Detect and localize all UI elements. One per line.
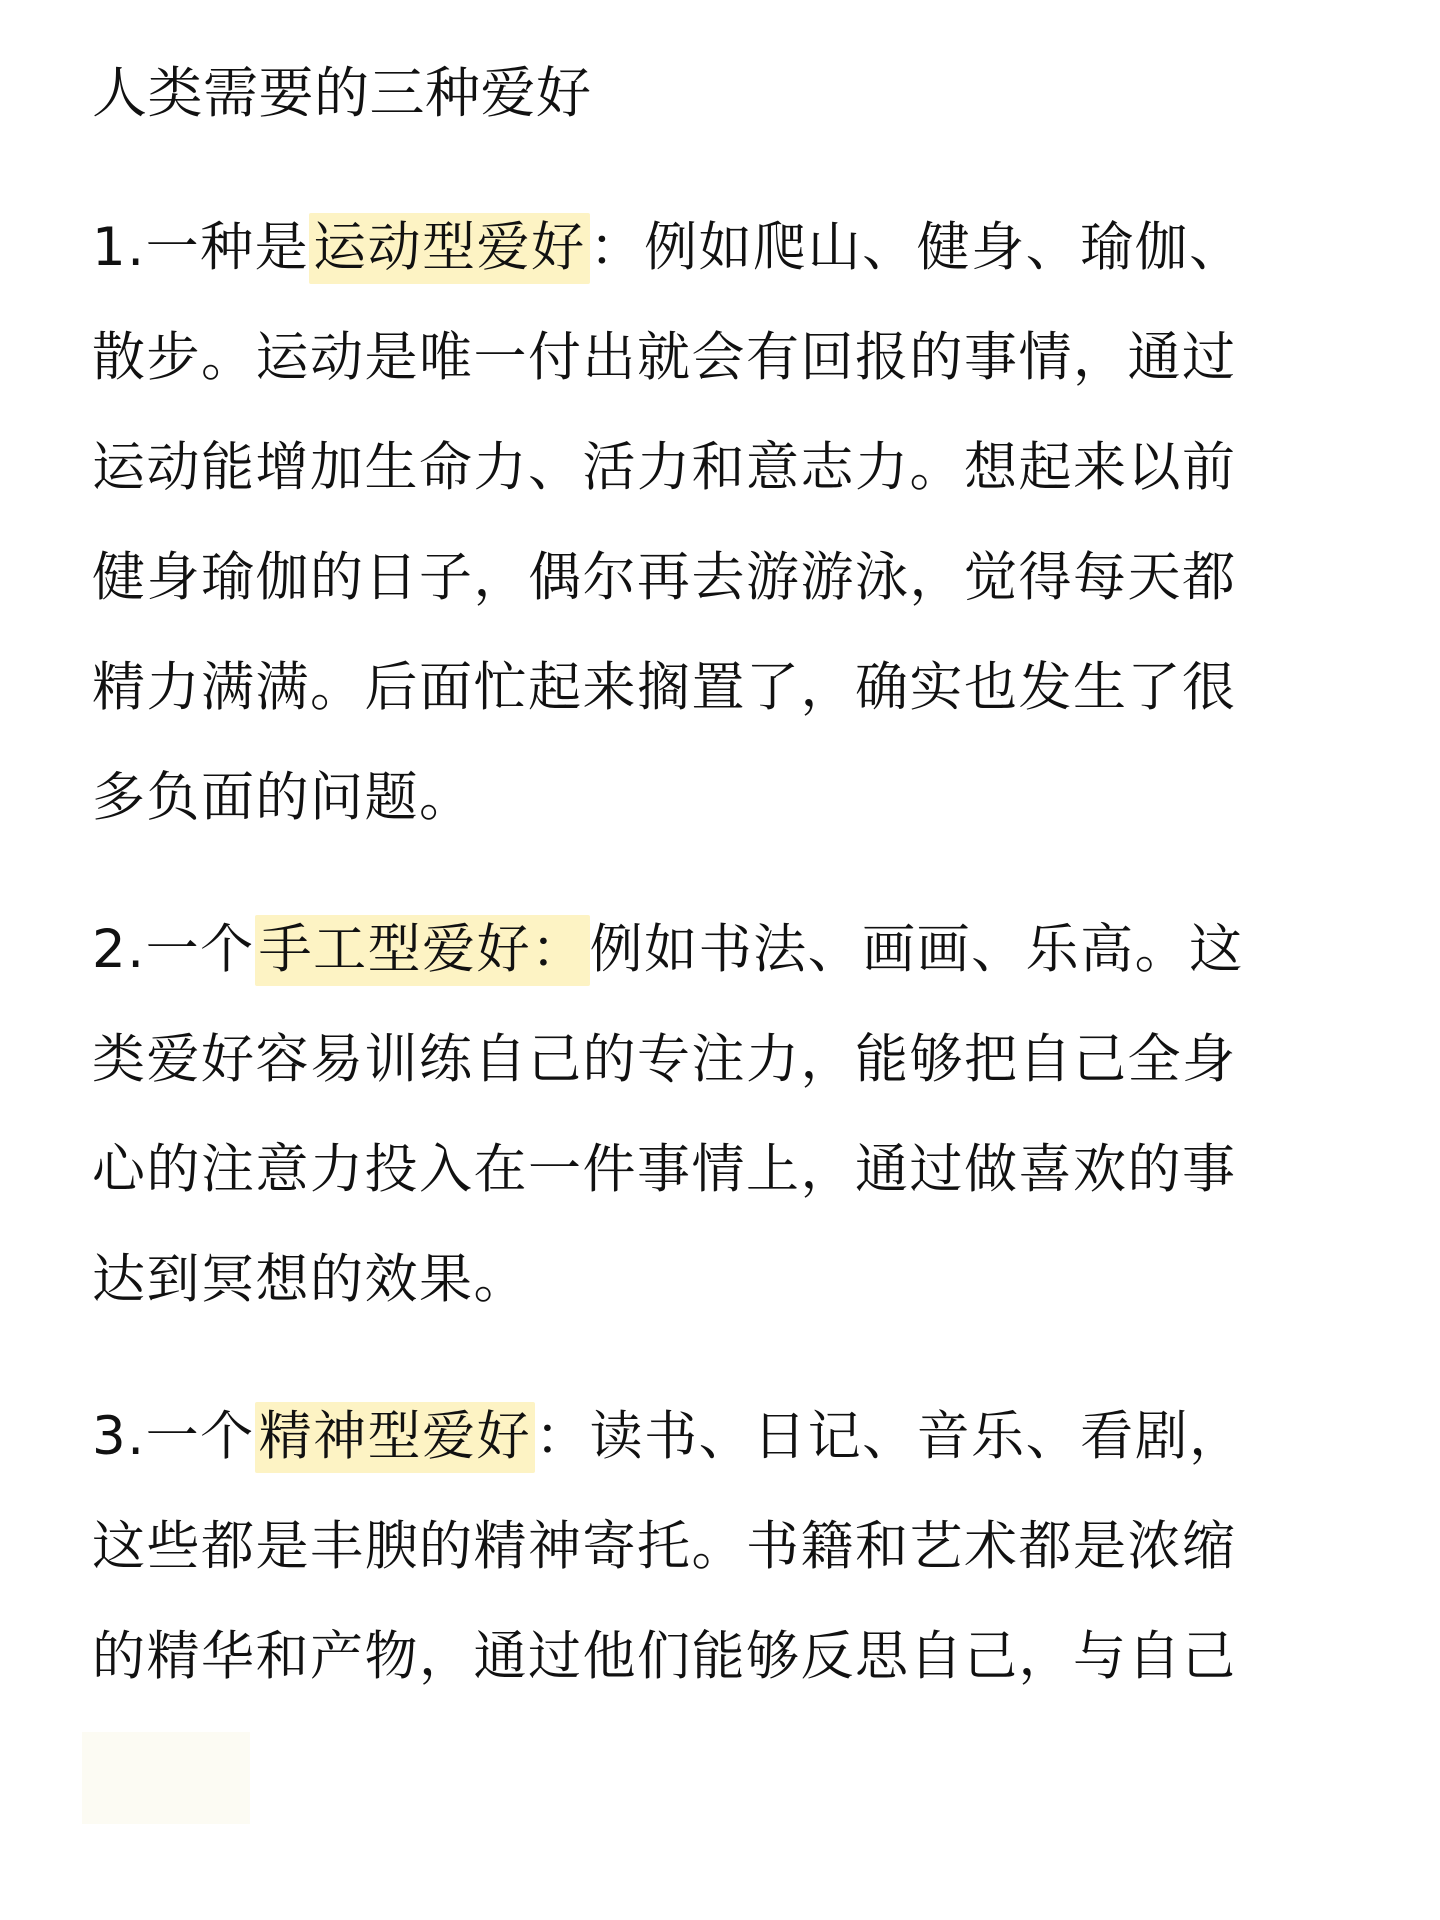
section-heading-rest: ：读书、日记、音乐、看剧，	[535, 1406, 1244, 1467]
section-number-prefix: 2.一个	[92, 919, 255, 980]
paragraph-line: 运动能增加生命力、活力和意志力。想起来以前	[92, 437, 1237, 498]
paragraph-line: 健身瑜伽的日子，偶尔再去游游泳，觉得每天都	[92, 547, 1237, 608]
paragraph-line: 散步。运动是唯一付出就会有回报的事情，通过	[92, 327, 1237, 388]
section-number-prefix: 3.一个	[92, 1406, 255, 1467]
paragraph-line: 的精华和产物，通过他们能够反思自己，与自己	[92, 1626, 1237, 1687]
section-heading-rest: 例如书法、画画、乐高。这	[589, 919, 1244, 980]
paragraph-line: 类爱好容易训练自己的专注力，能够把自己全身	[92, 1029, 1237, 1090]
paragraph-line: 精力满满。后面忙起来搁置了，确实也发生了很	[92, 657, 1237, 718]
highlighted-term: 精神型爱好	[255, 1402, 536, 1473]
paragraph-line: 达到冥想的效果。	[92, 1249, 528, 1310]
page-title: 人类需要的三种爱好	[92, 61, 592, 125]
paragraph-line: 这些都是丰腴的精神寄托。书籍和艺术都是浓缩	[92, 1516, 1237, 1577]
section-spiritual-hobby	[92, 1382, 1352, 1712]
section-handcraft-hobby	[92, 895, 1352, 1335]
section-heading-line	[92, 895, 1352, 1005]
section-heading-line	[92, 193, 1352, 303]
highlighted-term: 运动型爱好	[309, 213, 590, 284]
paragraph-line: 多负面的问题。	[92, 767, 474, 828]
section-number-prefix: 1.一种是	[92, 217, 310, 278]
highlighted-term: 手工型爱好：	[255, 915, 590, 986]
paragraph-line: 心的注意力投入在一件事情上，通过做喜欢的事	[92, 1139, 1237, 1200]
section-sports-hobby	[92, 193, 1352, 853]
faint-highlight-remnant	[82, 1732, 250, 1824]
section-heading-line	[92, 1382, 1352, 1492]
section-heading-rest: ：例如爬山、健身、瑜伽、	[589, 217, 1244, 278]
